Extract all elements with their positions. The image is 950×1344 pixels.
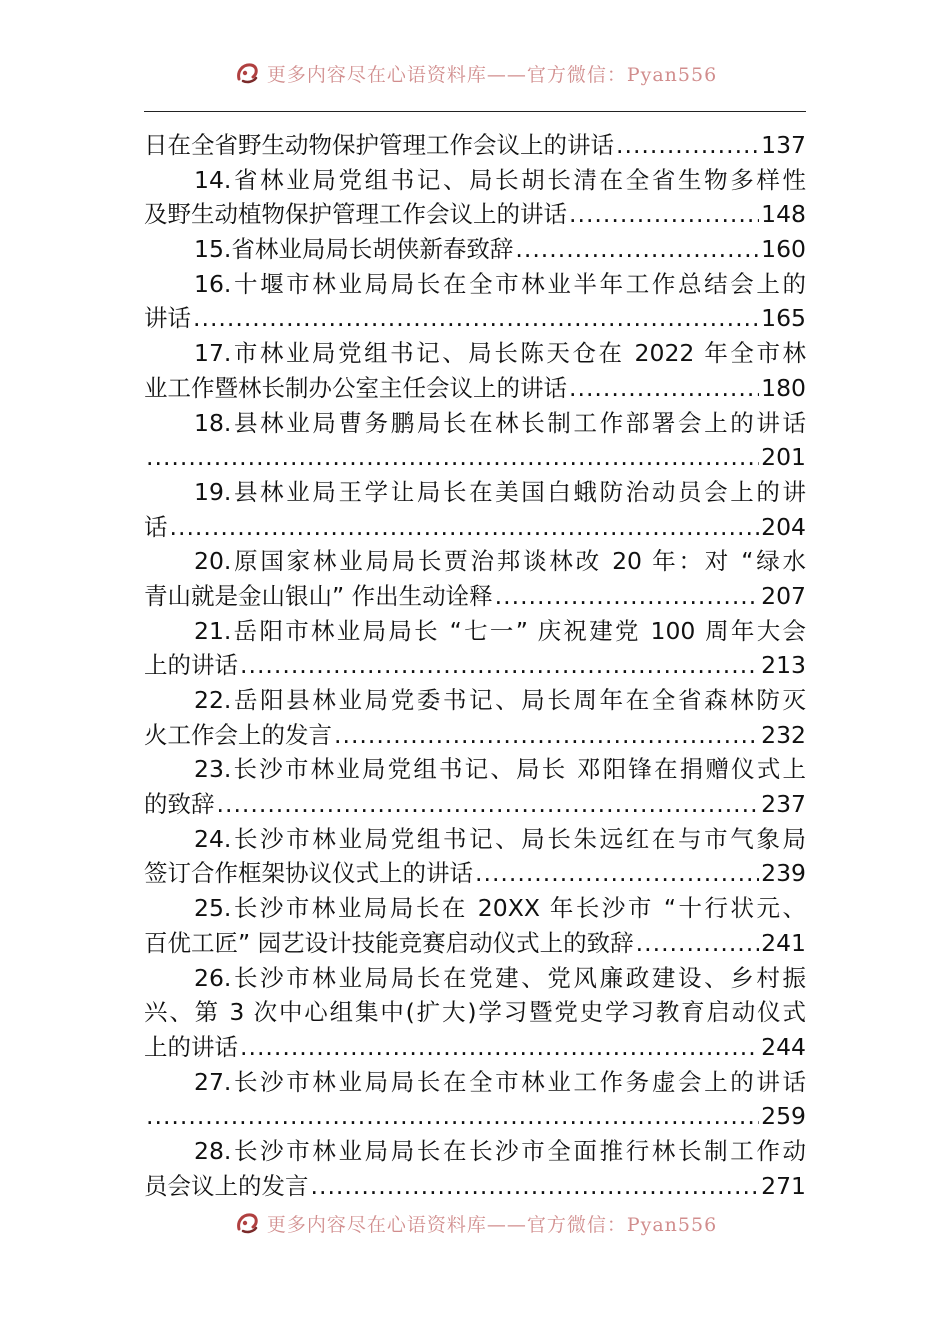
toc-page-number: 207: [761, 581, 806, 610]
toc-entry-line: [144, 961, 806, 996]
dot-leader: [240, 1030, 759, 1065]
toc-entry-text: 21.岳阳市林业局局长 “七一” 庆祝建党 100 周年大会: [194, 616, 806, 645]
toc-entry-text: 24.长沙市林业局党组书记、局长朱远红在与市气象局: [194, 824, 806, 853]
header-divider: [144, 111, 806, 112]
watermark-text: 更多内容尽在心语资料库——官方微信：Pyan556: [266, 1213, 718, 1236]
toc-entry-text: 兴、第 3 次中心组集中(扩大)学习暨党史学习教育启动仪式: [144, 998, 806, 1027]
toc-page-number: 213: [761, 651, 806, 680]
toc-entry-text: 14.省林业局党组书记、局长胡长清在全省生物多样性: [194, 165, 806, 194]
toc-entry-text: 16.十堰市林业局局长在全市林业半年工作总结会上的: [194, 269, 806, 298]
toc-entry-line: [144, 301, 806, 336]
toc-entry-text: 20.原国家林业局局长贾治邦谈林改 20 年：对 “绿水: [194, 547, 806, 576]
toc-entry-text: 23.长沙市林业局党组书记、局长 邓阳锋在捐赠仪式上: [194, 755, 806, 784]
toc-entry-line: [144, 406, 806, 441]
toc-entry-text: 业工作暨林长制办公室主任会议上的讲话: [144, 373, 567, 402]
toc-entry-text: 话: [144, 512, 168, 541]
toc-entry-line: [144, 232, 806, 267]
toc-entry-text: 18.县林业局曹务鹏局长在林长制工作部署会上的讲话: [194, 408, 806, 437]
dot-leader: [569, 197, 759, 232]
toc-entry-line: [144, 995, 806, 1030]
toc-entry-text: 青山就是金山银山” 作出生动诠释: [144, 581, 493, 610]
toc-page-number: 137: [761, 131, 806, 159]
toc-entry-text: 上的讲话: [144, 651, 238, 680]
toc-page-number: 148: [761, 200, 806, 229]
toc-entry-line: [144, 891, 806, 926]
toc-entry-line: [144, 787, 806, 822]
toc-entry-line: [144, 267, 806, 302]
dot-leader: [475, 856, 759, 891]
toc-entry-line: [144, 440, 806, 475]
toc-entry-text: 及野生动植物保护管理工作会议上的讲话: [144, 200, 567, 229]
toc-page-number: 239: [761, 859, 806, 888]
toc-entry-text: 15.省林业局局长胡侠新春致辞: [194, 235, 514, 264]
toc-entry-line: [144, 128, 806, 163]
toc-page-number: 271: [761, 1171, 806, 1200]
toc-page-number: 160: [761, 235, 806, 264]
toc-entry-text: 28.长沙市林业局局长在长沙市全面推行林长制工作动: [194, 1136, 806, 1165]
toc-entry-line: [144, 197, 806, 232]
toc-entry-line: [144, 856, 806, 891]
toc-entry-line: [144, 926, 806, 961]
toc-entry-line: [144, 1099, 806, 1134]
toc-entry-line: [144, 475, 806, 510]
dot-leader: [569, 371, 759, 406]
watermark-footer: [0, 1206, 950, 1240]
toc-entry-text: 签订合作框架协议仪式上的讲话: [144, 859, 473, 888]
brand-logo-icon: [233, 1209, 261, 1237]
toc-entry-text: 17.市林业局党组书记、局长陈天仓在 2022 年全市林: [194, 339, 806, 368]
toc-entry-line: [144, 614, 806, 649]
toc-page-number: 201: [761, 443, 806, 472]
toc-entry-text: 22.岳阳县林业局党委书记、局长周年在全省森林防灭: [194, 686, 806, 714]
toc-entry-text: 25.长沙市林业局局长在 20XX 年长沙市 “十行状元、: [194, 894, 806, 923]
watermark-text: 更多内容尽在心语资料库——官方微信：Pyan556: [266, 63, 718, 86]
toc-entry-line: [144, 1169, 806, 1204]
toc-entry-line: [144, 1065, 806, 1100]
toc-entry-text: 火工作会上的发言: [144, 720, 332, 749]
toc-entry-text: 26.长沙市林业局局长在党建、党风廉政建设、乡村振: [194, 963, 806, 992]
toc-entry-text: 27.长沙市林业局局长在全市林业工作务虚会上的讲话: [194, 1067, 806, 1096]
toc-entry-line: [144, 336, 806, 371]
toc-entry-text: 上的讲话: [144, 1032, 238, 1061]
toc-entry-line: [144, 718, 806, 753]
toc-entry-line: [144, 822, 806, 857]
dot-leader: [146, 1099, 759, 1134]
dot-leader: [170, 510, 760, 545]
toc-entry-line: [144, 648, 806, 683]
brand-logo-icon: [233, 59, 261, 87]
watermark-header: [0, 56, 950, 90]
dot-leader: [334, 718, 759, 753]
toc-entry-text: 19.县林业局王学让局长在美国白蛾防治动员会上的讲: [194, 477, 806, 506]
dot-leader: [616, 128, 759, 163]
toc-page-number: 165: [761, 304, 806, 333]
dot-leader: [515, 232, 759, 267]
toc-page-number: 180: [761, 373, 806, 402]
toc-entry-text: 的致辞: [144, 790, 215, 819]
dot-leader: [146, 440, 759, 475]
toc-entry-text: 百优工匠” 园艺设计技能竞赛启动仪式上的致辞: [144, 928, 634, 957]
toc-entry-line: [144, 544, 806, 579]
dot-leader: [495, 579, 759, 614]
toc-page-number: 204: [761, 512, 806, 541]
toc-page-number: 244: [761, 1032, 806, 1061]
dot-leader: [240, 648, 759, 683]
toc-entry-line: [144, 1030, 806, 1065]
toc-entry-line: [144, 163, 806, 198]
toc-entry-text: 日在全省野生动物保护管理工作会议上的讲话: [144, 131, 614, 159]
toc-entry-line: [144, 752, 806, 787]
toc-page-number: 232: [761, 720, 806, 749]
toc-entry-text: 讲话: [144, 304, 191, 333]
dot-leader: [311, 1169, 760, 1204]
table-of-contents: [144, 128, 806, 1203]
dot-leader: [217, 787, 760, 822]
toc-page-number: 241: [761, 928, 806, 957]
toc-entry-line: [144, 579, 806, 614]
toc-page-number: 259: [761, 1102, 806, 1131]
toc-entry-line: [144, 371, 806, 406]
toc-entry-text: 员会议上的发言: [144, 1171, 309, 1200]
toc-entry-line: [144, 683, 806, 718]
toc-entry-line: [144, 1134, 806, 1169]
toc-entry-line: [144, 510, 806, 545]
dot-leader: [636, 926, 759, 961]
toc-page-number: 237: [761, 790, 806, 819]
dot-leader: [193, 301, 759, 336]
